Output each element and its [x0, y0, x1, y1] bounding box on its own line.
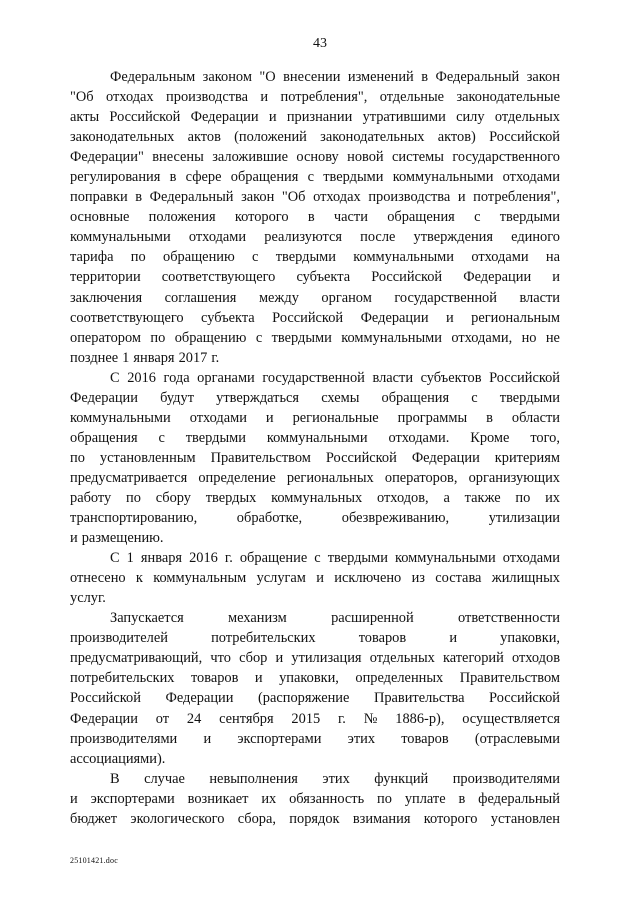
text-line: Российской Федерации (распоряжение Правительства Российской [70, 690, 560, 707]
text-line: потребительских товаров и упаковки, определенных Правительством [70, 670, 560, 687]
text-line: регулирования в сфере обращения с твердыми коммунальными отходами [70, 169, 560, 186]
document-body [70, 67, 560, 829]
text-line: тарифа по обращению с твердыми коммунальными отходами на [70, 249, 560, 266]
text-line: и размещению. [70, 530, 164, 547]
text-line: коммунальными отходами реализуются после утверждения единого [70, 229, 560, 246]
text-line: предусматривается определение региональных операторов, организующих [70, 469, 560, 486]
paragraph [70, 67, 560, 368]
text-line: производителями и экспортерами этих товаров (отраслевыми [70, 730, 560, 747]
paragraph [70, 608, 560, 768]
text-line: обращения с твердыми коммунальными отходами. Кроме того, [70, 429, 560, 446]
text-line: Федерации от 24 сентября 2015 г. № 1886-р), осуществляется [70, 710, 560, 727]
document-filename: 25101421.doc [70, 856, 118, 865]
text-line: транспортированию, обработке, обезвреживанию, утилизации [70, 510, 560, 527]
text-line: ассоциациями). [70, 750, 166, 767]
paragraph [70, 548, 560, 608]
text-line: оператором по обращению с твердыми коммунальными отходами, но не [70, 329, 560, 346]
text-line: производителей потребительских товаров и упаковки, [70, 630, 560, 647]
text-line: С 2016 года органами государственной власти субъектов Российской [110, 369, 560, 386]
text-line: позднее 1 января 2017 г. [70, 349, 220, 366]
text-line: отнесено к коммунальным услугам и исключено из состава жилищных [70, 570, 560, 587]
text-line: основные положения которого в части обращения с твердыми [70, 209, 560, 226]
text-line: услуг. [70, 590, 106, 607]
text-line: С 1 января 2016 г. обращение с твердыми коммунальными отходами [110, 550, 560, 567]
text-line: соответствующего субъекта Российской Федерации и региональным [70, 309, 560, 326]
text-line: бюджет экологического сбора, порядок взимания которого установлен [70, 810, 560, 827]
text-line: Федеральным законом "О внесении изменений в Федеральный закон [110, 69, 560, 85]
text-line: Запускается механизм расширенной ответственности [110, 610, 560, 627]
paragraph [70, 769, 560, 829]
text-line: работу по сбору твердых коммунальных отходов, а также по их [70, 489, 560, 506]
text-line: и экспортерами возникает их обязанность по уплате в федеральный [70, 790, 560, 807]
text-line: Федерации" внесены заложившие основу новой системы государственного [70, 149, 560, 166]
text-line: Федерации будут утверждаться схемы обращения с твердыми [70, 389, 560, 406]
text-line: коммунальными отходами и региональные программы в области [70, 409, 560, 426]
text-line: акты Российской Федерации и признании утратившими силу отдельных [70, 109, 560, 126]
text-line: В случае невыполнения этих функций производителями [110, 770, 560, 787]
text-line: поправки в Федеральный закон "Об отходах производства и потребления", [70, 189, 560, 206]
text-line: по установленным Правительством Российской Федерации критериям [70, 449, 560, 466]
text-line: законодательных актов (положений законодательных актов) Российской [70, 129, 560, 146]
paragraph [70, 368, 560, 548]
text-line: "Об отходах производства и потребления", отдельные законодательные [70, 89, 560, 106]
page-number: 43 [313, 36, 327, 51]
text-line: территории соответствующего субъекта Российской Федерации и [70, 269, 560, 286]
text-line: заключения соглашения между органом государственной власти [70, 289, 560, 306]
text-line: предусматривающий, что сбор и утилизация отдельных категорий отходов [70, 650, 560, 667]
